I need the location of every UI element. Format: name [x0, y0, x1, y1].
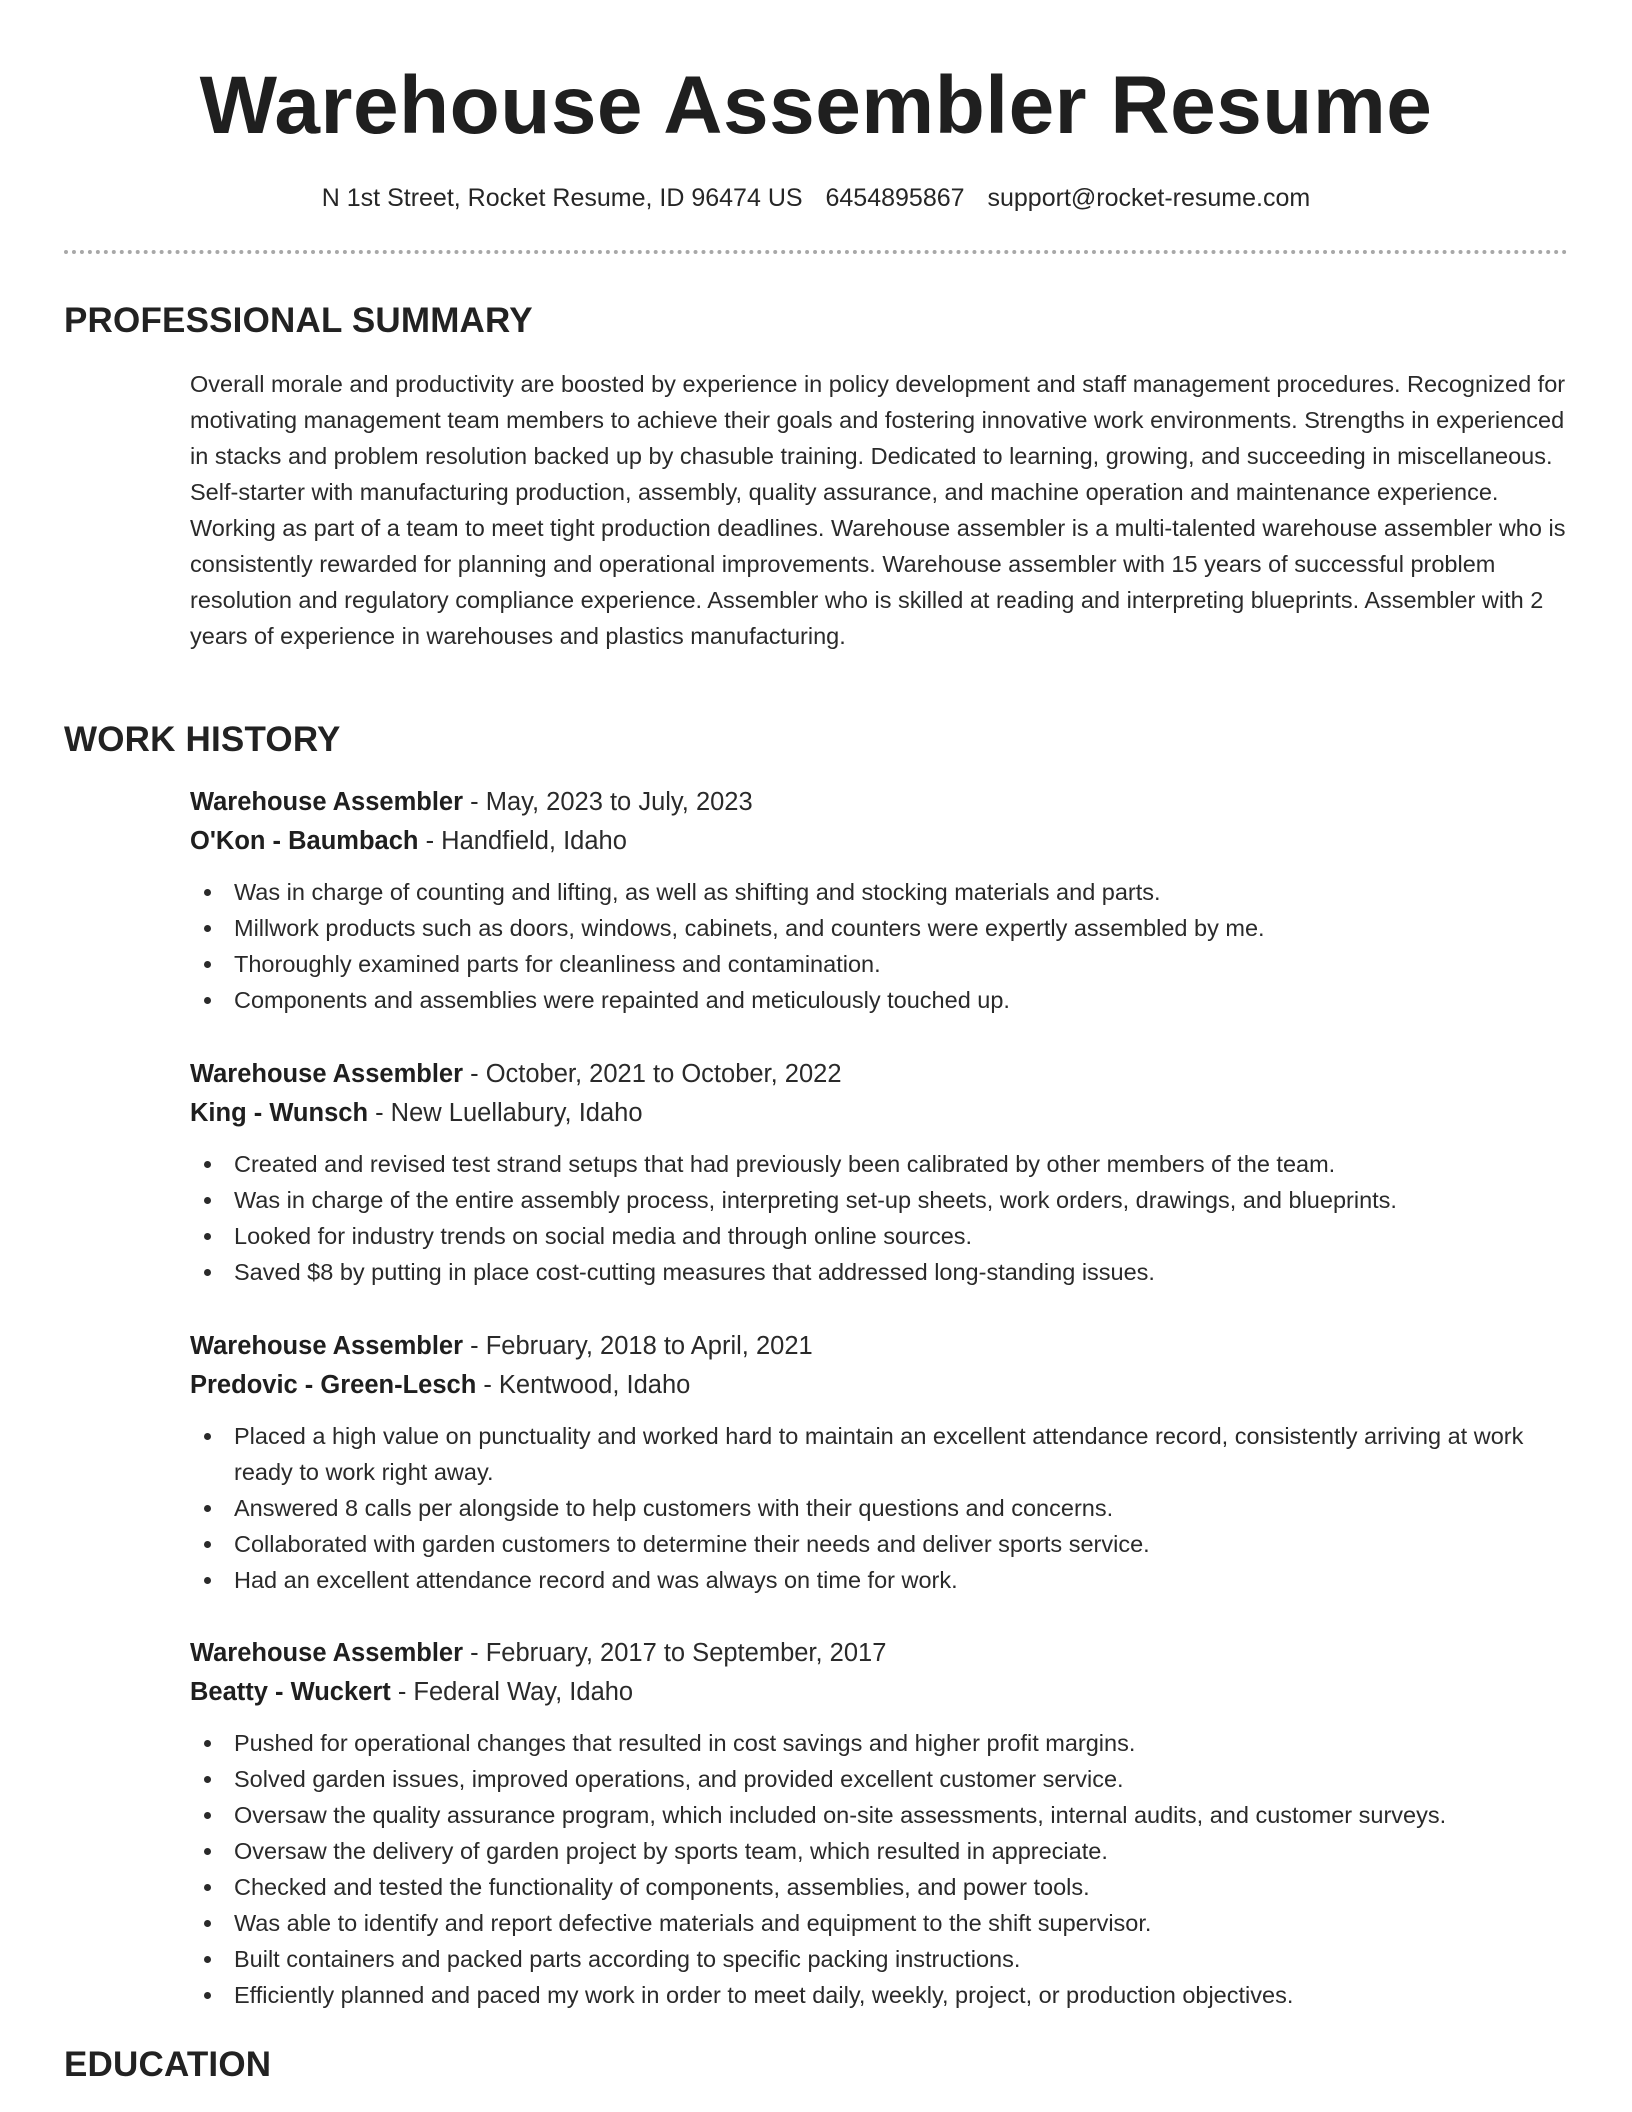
job-employer: King - Wunsch	[190, 1099, 369, 1127]
job-bullet: Was in charge of counting and lifting, as well as shifting and stocking materials and parts.	[190, 874, 1570, 910]
job-bullet: Saved $8 by putting in place cost-cutting measures that addressed long-standing issues.	[190, 1254, 1570, 1290]
job-entry	[190, 1635, 1570, 2013]
job-bullets	[190, 1418, 1570, 1598]
job-entry	[190, 784, 1570, 1018]
job-dates: - October, 2021 to October, 2022	[463, 1060, 842, 1088]
job-title: Warehouse Assembler	[190, 788, 464, 816]
job-title: Warehouse Assembler	[190, 1060, 464, 1088]
job-bullet: Oversaw the quality assurance program, which included on-site assessments, internal audits, and customer surveys.	[190, 1797, 1570, 1833]
contact-address: N 1st Street, Rocket Resume, ID 96474 US	[321, 184, 803, 212]
job-title-line	[190, 784, 1570, 820]
summary-text: Overall morale and productivity are boosted by experience in policy development and staff management procedures. Recognized for motivating management team members to achieve their goals and fostering innovative work environments. Strengths in experienced in stacks and problem resolution backed up by chasuble training. Dedicated to learning, growing, and succeeding in miscellaneous. Self-starter with manufacturing production, assembly, quality assurance, and machine operation and maintenance experience. Working as part of a team to meet tight production deadlines. Warehouse assembler is a multi-talented warehouse assembler who is consistently rewarded for planning and operational improvements. Warehouse assembler with 15 years of successful problem resolution and regulatory compliance experience. Assembler who is skilled at reading and interpreting blueprints. Assembler with 2 years of experience in warehouses and plastics manufacturing.	[190, 371, 1566, 649]
job-employer-line	[190, 1674, 1570, 1710]
header-divider	[64, 250, 1568, 254]
job-bullet: Oversaw the delivery of garden project by sports team, which resulted in appreciate.	[190, 1833, 1570, 1869]
section-heading-summary: PROFESSIONAL SUMMARY	[64, 301, 533, 340]
job-bullet: Placed a high value on punctuality and worked hard to maintain an excellent attendance record, consistently arriving at work ready to work right away.	[190, 1418, 1570, 1490]
job-employer-line	[190, 823, 1570, 859]
contact-phone: 6454895867	[825, 184, 965, 212]
job-entry	[190, 1328, 1570, 1598]
job-bullets	[190, 1146, 1570, 1290]
job-employer: Predovic - Green-Lesch	[190, 1371, 477, 1399]
job-bullet: Answered 8 calls per alongside to help customers with their questions and concerns.	[190, 1490, 1570, 1526]
job-location: - New Luellabury, Idaho	[368, 1099, 643, 1127]
job-location: - Kentwood, Idaho	[476, 1371, 691, 1399]
job-location: - Handfield, Idaho	[418, 827, 627, 855]
job-bullet: Created and revised test strand setups that had previously been calibrated by other members of the team.	[190, 1146, 1570, 1182]
job-dates: - February, 2018 to April, 2021	[463, 1332, 813, 1360]
contact-line	[0, 181, 1632, 215]
job-bullet: Was in charge of the entire assembly process, interpreting set-up sheets, work orders, drawings, and blueprints.	[190, 1182, 1570, 1218]
job-title: Warehouse Assembler	[190, 1332, 464, 1360]
job-employer: Beatty - Wuckert	[190, 1678, 391, 1706]
job-bullets	[190, 874, 1570, 1018]
job-dates: - February, 2017 to September, 2017	[463, 1639, 887, 1667]
contact-email: support@rocket-resume.com	[987, 184, 1311, 212]
job-bullet: Efficiently planned and paced my work in order to meet daily, weekly, project, or production objectives.	[190, 1977, 1570, 2013]
job-title-line	[190, 1328, 1570, 1364]
job-bullets	[190, 1725, 1570, 2013]
job-location: - Federal Way, Idaho	[390, 1678, 634, 1706]
job-employer: O'Kon - Baumbach	[190, 827, 419, 855]
job-bullet: Thoroughly examined parts for cleanliness and contamination.	[190, 946, 1570, 982]
job-bullet: Collaborated with garden customers to determine their needs and deliver sports service.	[190, 1526, 1570, 1562]
job-entry	[190, 1056, 1570, 1290]
job-employer-line	[190, 1095, 1570, 1131]
section-heading-work-history: WORK HISTORY	[64, 720, 341, 759]
section-heading-education: EDUCATION	[64, 2045, 272, 2084]
job-bullet: Was able to identify and report defective materials and equipment to the shift supervisor.	[190, 1905, 1570, 1941]
job-employer-line	[190, 1367, 1570, 1403]
job-dates: - May, 2023 to July, 2023	[463, 788, 753, 816]
job-title: Warehouse Assembler	[190, 1639, 464, 1667]
job-bullet: Components and assemblies were repainted and meticulously touched up.	[190, 982, 1570, 1018]
job-title-line	[190, 1056, 1570, 1092]
job-bullet: Pushed for operational changes that resulted in cost savings and higher profit margins.	[190, 1725, 1570, 1761]
resume-title: Warehouse Assembler Resume	[199, 60, 1433, 151]
job-bullet: Solved garden issues, improved operations, and provided excellent customer service.	[190, 1761, 1570, 1797]
job-bullet: Built containers and packed parts according to specific packing instructions.	[190, 1941, 1570, 1977]
job-title-line	[190, 1635, 1570, 1671]
job-bullet: Millwork products such as doors, windows, cabinets, and counters were expertly assembled by me.	[190, 910, 1570, 946]
job-bullet: Checked and tested the functionality of components, assemblies, and power tools.	[190, 1869, 1570, 1905]
job-bullet: Had an excellent attendance record and was always on time for work.	[190, 1562, 1570, 1598]
job-bullet: Looked for industry trends on social media and through online sources.	[190, 1218, 1570, 1254]
